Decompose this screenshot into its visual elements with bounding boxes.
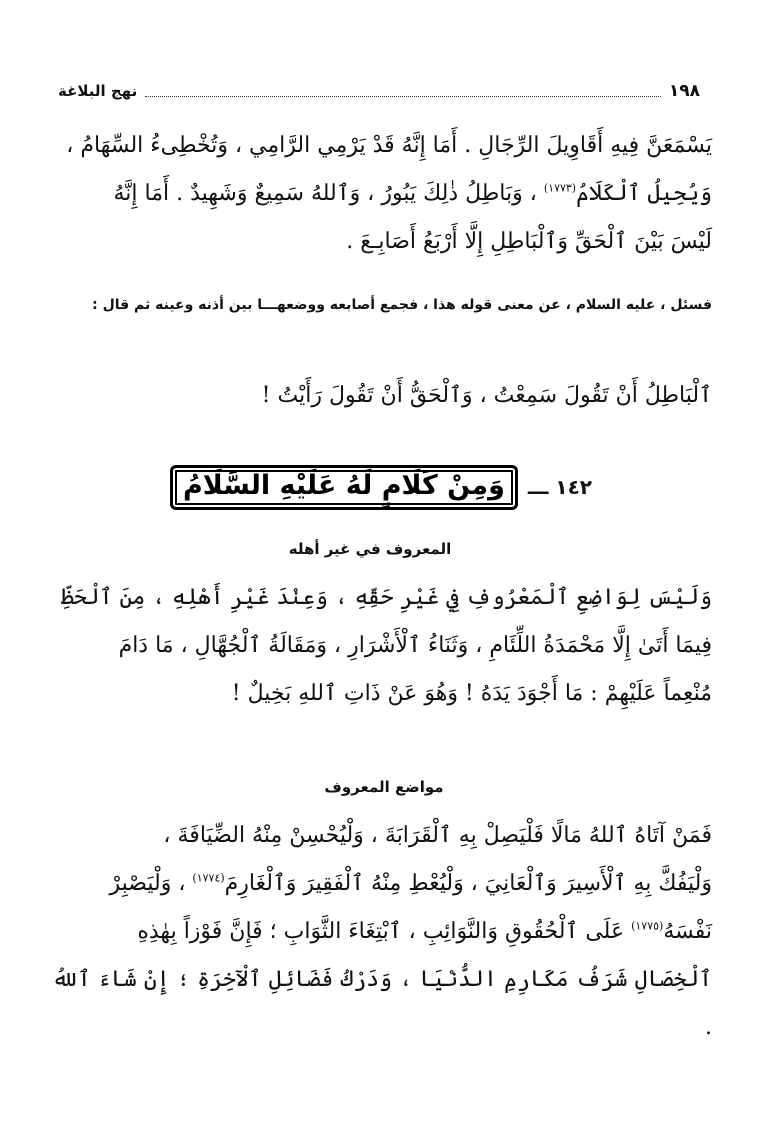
sermon-number: ١٤٢ ـــ xyxy=(527,475,593,499)
passage-line: فَمَنْ آتَاهُ ٱللهُ مَالًا فَلْيَصِلْ بِهِ ٱلْقَرَابَةَ ، وَلْيُحْسِنْ مِنْهُ الضِّيَافَةَ ، xyxy=(163,823,712,848)
subheading-ma-ruf: المعروف في غير أهله xyxy=(288,540,452,558)
passage-line: يَسْمَعَنَّ فِيهِ أَقَاوِيلَ الرِّجَالِ . أَمَا إِنَّهُ قَدْ يَرْمِي الرَّامِي ، وَتُخْطِىءُ السِّهَامُ ، xyxy=(66,133,712,158)
header-dotted-rule xyxy=(145,86,661,97)
saying-quote: ٱلْبَاطِلُ أَنْ تَقُولَ سَمِعْتُ ، وَٱلْحَقُّ أَنْ تَقُولَ رَأَيْتُ ! xyxy=(261,383,712,408)
passage-text: نَفْسَهُ xyxy=(663,919,712,944)
subheading-mawadi: مواضع المعروف xyxy=(324,778,444,796)
passage-mawadi xyxy=(52,812,712,1052)
passage-text: ، وَبَاطِلُ ذٰلِكَ يَبُورُ ، وَٱللهُ سَمِيعٌ وَشَهِيدٌ . أَمَا إِنَّهُ xyxy=(113,181,537,206)
passage-line: ٱلْخِصَالِ شَرَفُ مَكَارِمِ الدُّنْيَا ، وَدَرْكُ فَضَائِلِ ٱلْآخِرَةِ ؛ إِنْ شَاءَ ٱللهُ . xyxy=(52,967,712,1040)
passage-line xyxy=(52,170,712,218)
passage-line xyxy=(52,860,712,908)
sermon-heading xyxy=(182,460,593,514)
passage-ma-ruf xyxy=(52,574,712,718)
footnote-marker: (١٧٧٤) xyxy=(192,871,225,885)
page-number: ١٩٨ xyxy=(668,81,700,101)
narration-note: فسئل ، عليه السلام ، عن معنى قوله هذا ، فجمع أصابعه ووضعهـــا بين أذنه وعينه ثم قال : xyxy=(92,297,712,313)
page-header xyxy=(58,76,700,106)
passage-continued xyxy=(52,122,712,266)
passage-text: عَلَى ٱلْحُقُوقِ وَالنَّوَائِبِ ، ٱبْتِغَاءَ الثَّوَابِ ؛ فَإِنَّ فَوْزاً بِهٰذِهِ xyxy=(137,919,625,944)
passage-line: فِيمَا أَتَىٰ إِلَّا مَحْمَدَةُ اللِّئَامِ ، وَثَنَاءُ ٱلْأَشْرَارِ ، وَمَقَالَةُ ٱلْجُهَّالِ ، مَا دَامَ xyxy=(118,633,712,658)
sermon-title-calligraphy: وَمِنْ كَلَامٍ لَهُ عَلَيْهِ السَّلَامُ xyxy=(170,465,518,510)
passage-line xyxy=(52,908,712,956)
passage-line: لَيْسَ بَيْنَ ٱلْحَقِّ وَٱلْبَاطِلِ إِلَّا أَرْبَعُ أَصَابِـعَ . xyxy=(346,229,712,254)
passage-line: وَلَيْسَ لِوَاضِعِ ٱلْمَعْرُوفِ فِي غَيْرِ حَقِّهِ ، وَعِنْدَ غَيْرِ أَهْلِهِ ، مِنَ ٱلْحَظِّ xyxy=(60,585,712,610)
passage-text: وَلْيَفُكَّ بِهِ ٱلْأَسِيرَ وَٱلْعَانِيَ ، وَلْيُعْطِ مِنْهُ ٱلْفَقِيرَ وَٱلْغَارِمَ xyxy=(224,871,712,896)
passage-line: مُنْعِماً عَلَيْهِمْ : مَا أَجْوَدَ يَدَهُ ! وَهُوَ عَنْ ذَاتِ ٱللهِ بَخِيلٌ ! xyxy=(231,681,712,706)
passage-text: ، وَلْيَصْبِرْ xyxy=(109,871,186,896)
footnote-marker: (١٧٧٣) xyxy=(543,181,577,195)
passage-text: وَيُحِيلُ ٱلْكَلَامُ xyxy=(576,181,712,206)
footnote-marker: (١٧٧٥) xyxy=(631,919,664,933)
running-title: نهج البلاغة xyxy=(58,82,138,100)
